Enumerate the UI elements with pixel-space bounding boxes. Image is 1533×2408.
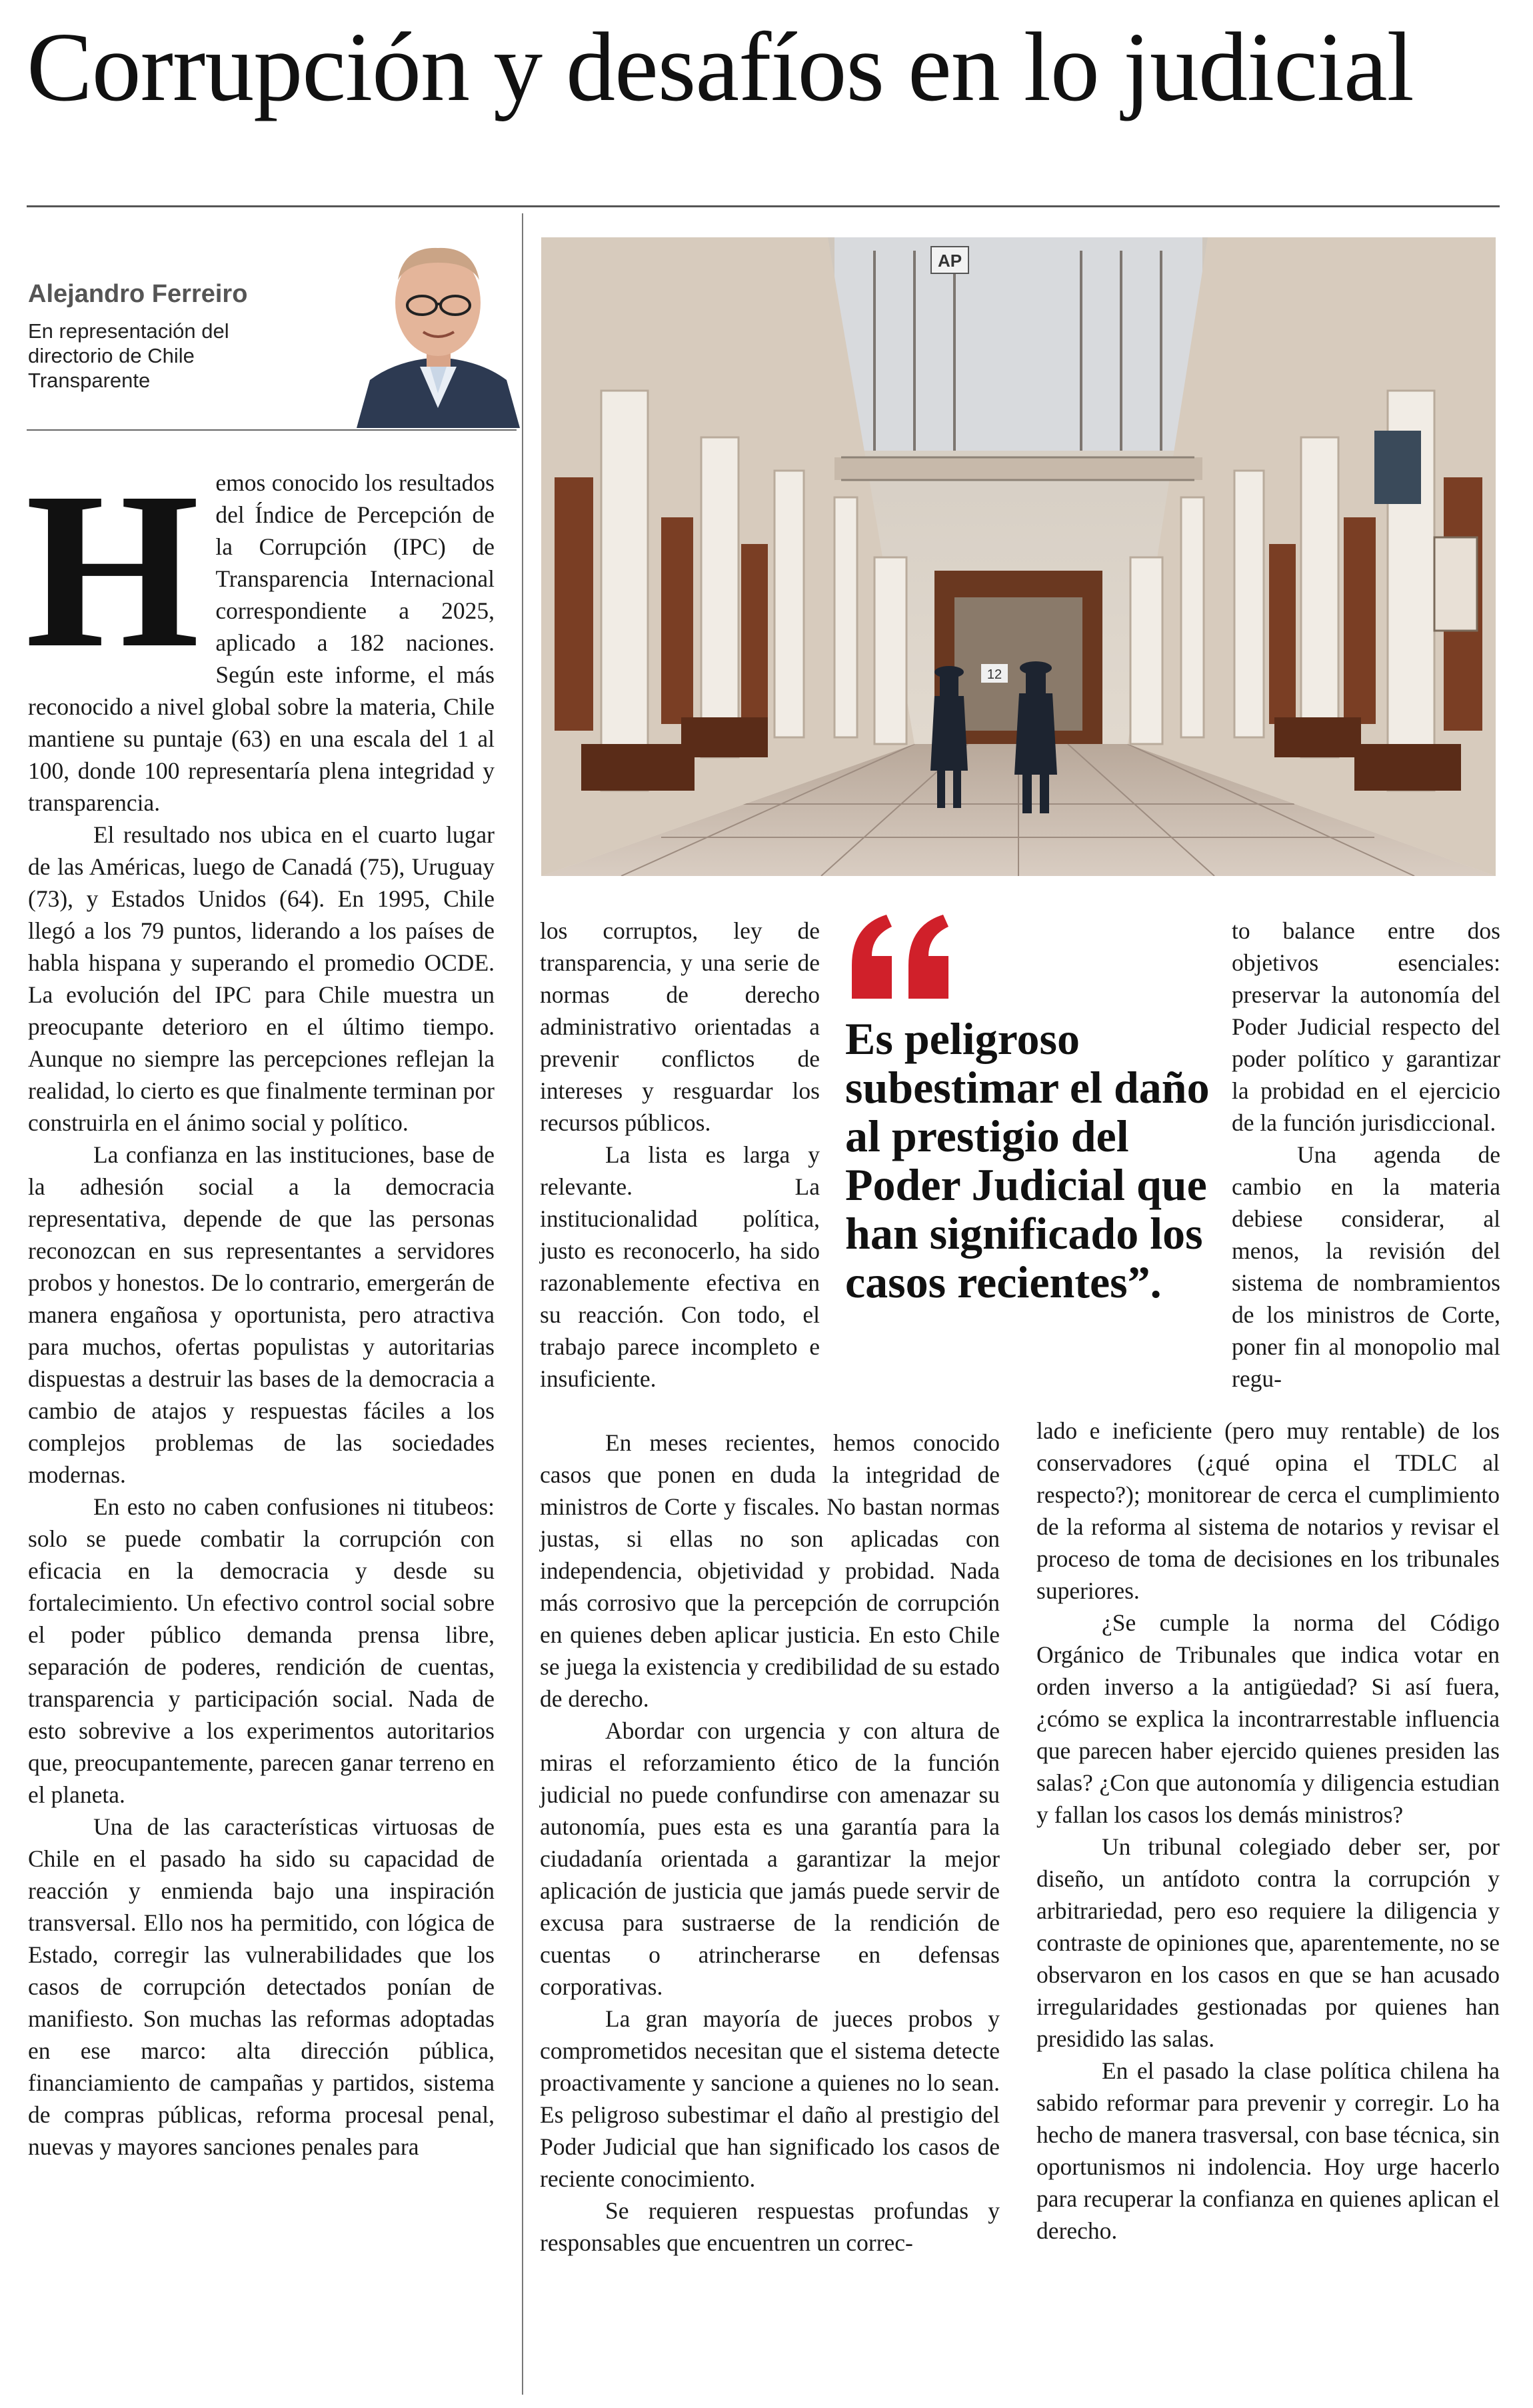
column-divider xyxy=(522,213,523,2395)
paragraph: Una de las características virtuosas de Chile en el pasado ha sido su capacidad de reacción y enmienda bajo una inspiración transversal. Ello nos ha permitido, con lógica de Estado, corregir las vulnerabilidades que los casos de corrupción detectados ponían de manifiesto. Son muchas las reformas adoptadas en ese marco: alta dirección pública, financiamiento de campañas y partidos, sistema de compras públicas, reforma procesal penal, nuevas y mayores sanciones penales para xyxy=(28,1813,495,2160)
byline-rule xyxy=(27,429,517,431)
article-column-3-bottom xyxy=(1036,1415,1500,2247)
paragraph: ¿Se cumple la norma del Código Orgánico de Tribunales que indica votar en orden inverso a la antigüedad? Si así fuera, ¿cómo se explica la incontrarrestable influencia que parecen haber ejercido quienes presiden las salas? ¿Con que autonomía y diligencia estudian y fallan los casos los demás ministros? xyxy=(1036,1609,1500,1828)
paragraph: Una agenda de cambio en la materia debiese considerar, al menos, la revisión del sistema de nombramientos de los ministros de Corte, poner fin al monopolio mal regu- xyxy=(1232,1141,1500,1392)
paragraph: lado e ineficiente (pero muy rentable) de los conservadores (¿qué opina el TDLC al respecto?); monitorear de cerca el cumplimiento de la reforma al sistema de notarios y revisar el proceso de toma de decisiones en los tribunales superiores. xyxy=(1036,1417,1500,1604)
quote-mark-icon xyxy=(845,912,955,999)
paragraph: Se requieren respuestas profundas y responsables que encuentren un correc- xyxy=(540,2197,1000,2256)
author-role: En representación del directorio de Chile Transparente xyxy=(28,319,229,392)
paragraph: En esto no caben confusiones ni titubeos: solo se puede combatir la corrupción con eficacia en la democracia y desde su fortalecimiento. Un efectivo control social sobre el poder público demanda prensa libre, separación de poderes, rendición de cuentas, transparencia y participación social. Nada de esto sobrevive a los experimentos autoritarios que, preocupantemente, parecen ganar terreno en el planeta. xyxy=(28,1493,495,1808)
photo-sign-ap: AP xyxy=(937,251,962,271)
paragraph: En el pasado la clase política chilena ha sabido reformar para prevenir y corregir. Lo ha hecho de manera trasversal, con base técnica, sin oportunismos ni indolencia. Hoy urge hacerlo para recuperar la confianza en quienes aplican el derecho. xyxy=(1036,2057,1500,2244)
author-name: Alejandro Ferreiro xyxy=(28,280,248,308)
article-column-3-top xyxy=(1232,915,1500,1395)
article-column-1 xyxy=(25,446,495,2163)
paragraph: to balance entre dos objetivos esenciales: preservar la autonomía del Poder Judicial respecto del poder político y garantizar la probidad en el ejercicio de la función jurisdiccional. xyxy=(1232,917,1500,1136)
author-photo xyxy=(357,233,520,428)
drop-cap: H xyxy=(25,446,200,694)
paragraph: La lista es larga y relevante. La institucionalidad política, justo es reconocerlo, ha sido razonablemente efectiva en su reacción. Con todo, el trabajo parece incompleto e insuficiente. xyxy=(540,1141,820,1392)
paragraph: La gran mayoría de jueces probos y comprometidos necesitan que el sistema detecte proactivamente y sancione a quienes no lo sean. Es peligroso subestimar el daño al prestigio del Poder Judicial que han significado los casos de reciente conocimiento. xyxy=(540,2005,1000,2192)
article-column-2-bottom xyxy=(540,1427,1000,2259)
top-rule xyxy=(27,205,1500,207)
paragraph: El resultado nos ubica en el cuarto lugar de las Américas, luego de Canadá (75), Uruguay (73), y Estados Unidos (64). En 1995, Chile llegó a los 79 puntos, liderando a los países de habla hispana y superando el promedio OCDE. La evolución del IPC para Chile muestra un preocupante deterioro en el último tiempo. Aunque no siempre las percepciones reflejan la realidad, lo cierto es que finalmente terminan por construirla en el ánimo social y político. xyxy=(28,821,495,1136)
paragraph: emos conocido los resultados del Índice de Percepción de la Corrupción (IPC) de Transparencia Internacional correspondiente a 2025, aplicado a 182 naciones. Según este informe, el más reconocido a nivel global sobre la materia, Chile mantiene su puntaje (63) en una escala del 1 al 100, donde 100 representaría plena integridad y transparencia. xyxy=(28,469,495,816)
pull-quote: Es peligroso subestimar el daño al prestigio del Poder Judicial que han significado los casos recientes”. xyxy=(845,1013,1210,1307)
paragraph: Un tribunal colegiado deber ser, por diseño, un antídoto contra la corrupción y arbitrariedad, pero eso requiere la diligencia y contraste de opiniones que, aparentemente, no se observaron en los casos en que se han acusado irregularidades gestionadas por quienes han presidido las salas. xyxy=(1036,1833,1500,2052)
article-column-2-top xyxy=(540,915,820,1395)
photo-sign-number: 12 xyxy=(986,667,1002,682)
paragraph: La confianza en las instituciones, base de la adhesión social a la democracia representativa, depende de que las personas reconozcan en sus representantes a servidores probos y honestos. De lo contrario, emergerán de manera engañosa y oportunista, pero atractiva para muchos, ofertas populistas y autoritarias dispuestas a destruir las bases de la democracia a cambio de atajos y respuestas fáciles a los complejos problemas de las sociedades modernas. xyxy=(28,1141,495,1488)
courthouse-photo xyxy=(541,237,1496,876)
headline: Corrupción y desafíos en lo judicial xyxy=(27,13,1414,122)
paragraph: En meses recientes, hemos conocido casos que ponen en duda la integridad de ministros de Corte y fiscales. No bastan normas justas, si ellas no son aplicadas con independencia, objetividad y probidad. Nada más corrosivo que la percepción de corrupción en quienes deben aplicar justicia. En esto Chile se juega la existencia y credibilidad de su estado de derecho. xyxy=(540,1429,1000,1712)
paragraph: Abordar con urgencia y con altura de miras el reforzamiento ético de la función judicial no puede confundirse con amenazar su autonomía, pues esta es una garantía para la ciudadanía orientada a garantizar la mejor aplicación de justicia que jamás puede servir de excusa para sustraerse de la rendición de cuentas o atrincherarse en defensas corporativas. xyxy=(540,1717,1000,2000)
paragraph: los corruptos, ley de transparencia, y una serie de normas de derecho administrativo orientadas a prevenir conflictos de intereses y resguardar los recursos públicos. xyxy=(540,917,820,1136)
